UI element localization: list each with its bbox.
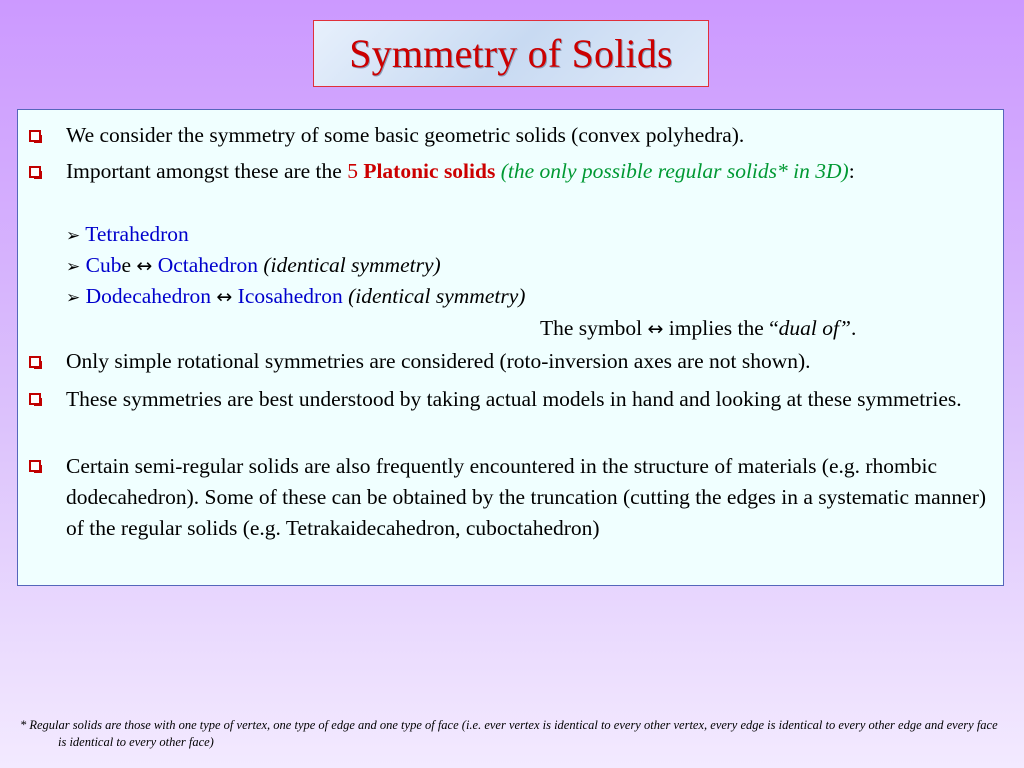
sub-item-cube-octahedron <box>66 250 441 283</box>
octahedron-label: Octahedron <box>157 253 258 277</box>
arrow-bullet-icon: ➢ <box>66 257 81 277</box>
slide-title: Symmetry of Solids <box>349 31 673 76</box>
dual-note-end: . <box>850 316 857 340</box>
footnote: * Regular solids are those with one type of vertex, one type of edge and one type of face (i.e. ever vertex is identical to every other vertex, every edge is identical to every other edge and every face is identical to every other face) <box>20 718 998 749</box>
sub-item-dodecahedron-icosahedron <box>66 281 525 314</box>
identical-symmetry-note: (identical symmetry) <box>263 253 441 277</box>
title-box <box>313 20 709 87</box>
regular-solids-note: (the only possible regular solids* in 3D) <box>500 159 849 183</box>
bullet-item-1-text: We consider the symmetry of some basic geometric solids (convex polyhedra). <box>66 123 745 147</box>
arrow-bullet-icon: ➢ <box>66 226 81 246</box>
checkbox-bullet-icon <box>29 393 41 405</box>
bullet-item-5-text: Certain semi-regular solids are also frequently encountered in the structure of materials (e.g. rhombic dodecahedron). Some of these can be obtained by the truncation (cutting the edges in a systematic manner) of the regular solids (e.g. Tetrakaidecahedron, cuboctahedron) <box>66 454 987 540</box>
dodecahedron-label: Dodecahedron <box>85 284 211 308</box>
tetrahedron-label: Tetrahedron <box>85 222 189 246</box>
bullet-item-2-colon: : <box>848 159 855 183</box>
content-panel <box>17 109 1004 586</box>
bullet-item-5 <box>66 451 996 544</box>
dual-of-text: dual of” <box>778 316 851 340</box>
arrow-bullet-icon: ➢ <box>66 288 81 308</box>
icosahedron-label: Icosahedron <box>237 284 343 308</box>
cube-label: Cub <box>85 253 122 277</box>
dual-note-mid: implies the “ <box>663 316 779 340</box>
dual-symbol-note <box>540 313 856 345</box>
checkbox-bullet-icon <box>29 166 41 178</box>
bullet-item-1 <box>66 120 996 151</box>
sub-item-tetrahedron <box>66 219 189 252</box>
cube-label-suffix: e <box>121 253 132 277</box>
checkbox-bullet-icon <box>29 356 41 368</box>
bullet-item-4 <box>66 384 996 415</box>
platonic-count: 5 <box>347 159 358 183</box>
bullet-item-2-lead: Important amongst these are the <box>66 159 348 183</box>
checkbox-bullet-icon <box>29 460 41 472</box>
platonic-solids-label: Platonic solids <box>363 159 496 183</box>
bullet-item-4-text: These symmetries are best understood by taking actual models in hand and looking at these symmetries. <box>66 387 962 411</box>
dual-arrow-icon: ↔ <box>216 286 233 308</box>
identical-symmetry-note: (identical symmetry) <box>348 284 526 308</box>
dual-arrow-icon: ↔ <box>136 255 153 277</box>
dual-arrow-icon: ↔ <box>647 318 664 340</box>
dual-note-pre: The symbol <box>540 316 648 340</box>
checkbox-bullet-icon <box>29 130 41 142</box>
bullet-item-3-text: Only simple rotational symmetries are considered (roto-inversion axes are not shown). <box>66 349 811 373</box>
bullet-item-2 <box>66 156 996 187</box>
bullet-item-3 <box>66 346 996 377</box>
